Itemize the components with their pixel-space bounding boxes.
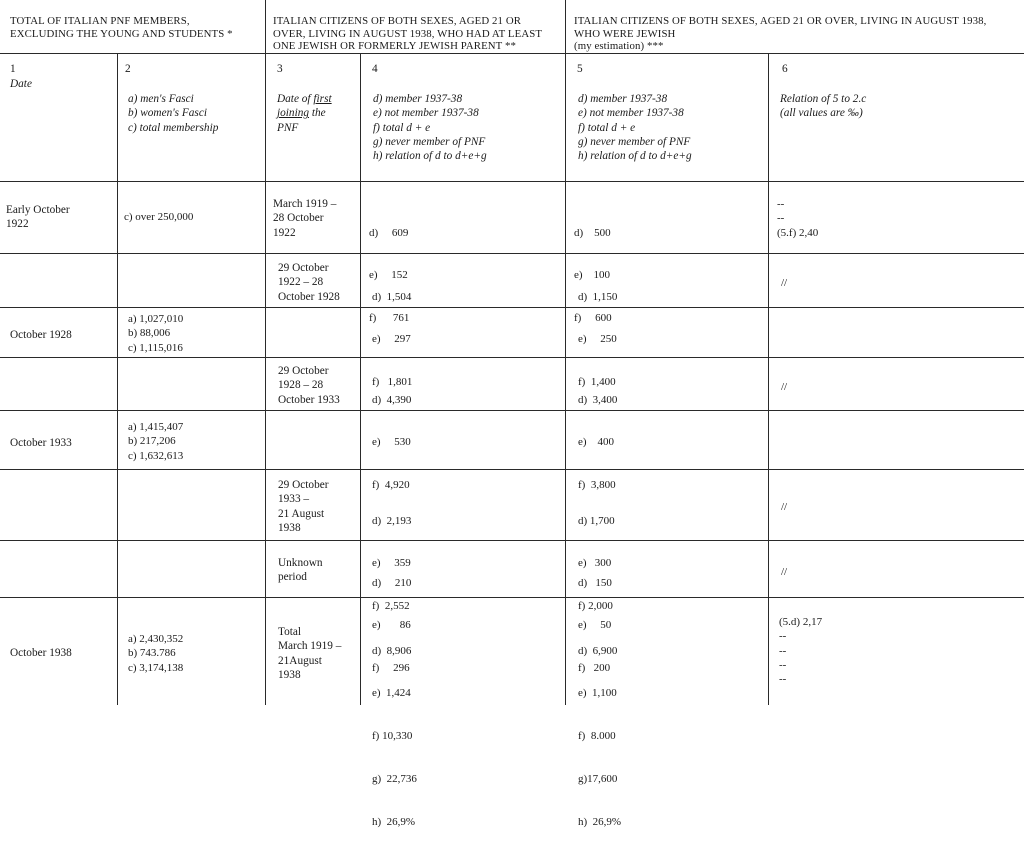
cell-line: March 1919 – <box>273 198 337 210</box>
cell-line: f) 10,330 <box>372 730 413 743</box>
cell-line: (5.d) 2,17 <box>779 616 823 628</box>
cell-line: 21 August <box>278 507 325 520</box>
rule-row-6 <box>0 540 1024 541</box>
rule-col-2-3 <box>265 0 266 705</box>
rule-row-7 <box>0 597 1024 598</box>
legend-line: a) men's Fasci <box>128 93 194 105</box>
column-number-6: 6 <box>782 63 788 75</box>
cell-line: Total <box>278 626 302 638</box>
cell-line: e) 300 <box>578 557 612 570</box>
cell-line: f) 3,800 <box>578 479 616 492</box>
cell-line: October 1928 <box>278 290 340 303</box>
legend-col-3 <box>277 92 332 135</box>
header-line: TOTAL OF ITALIAN PNF MEMBERS, <box>10 15 190 27</box>
legend-line: PNF <box>277 121 299 134</box>
column-number-1: 1 <box>10 63 16 75</box>
legend-line: Relation of 5 to 2.c <box>780 93 867 105</box>
legend-text: Date of <box>277 93 314 105</box>
cell-line: 1933 – <box>278 493 310 506</box>
cell-line: 1928 – 28 <box>278 379 324 392</box>
cell-line: b) 217,206 <box>128 435 176 448</box>
rule-row-2 <box>0 307 1024 308</box>
legend-col-2 <box>128 92 218 135</box>
cell-line: e) 1,100 <box>578 687 617 700</box>
legend-line: h) relation of d to d+e+g <box>373 150 487 163</box>
row-7-relation: // <box>781 566 788 578</box>
header-line: OVER, LIVING IN AUGUST 1938, WHO HAD AT LEAST <box>273 27 543 40</box>
cell-line: d) 1,700 <box>578 514 615 527</box>
cell-line: -- <box>779 630 787 643</box>
cell-line: 29 October <box>278 365 329 377</box>
column-number-3: 3 <box>277 63 283 75</box>
cell-line: e) 297 <box>372 333 411 346</box>
cell-line: f) 761 <box>369 312 410 325</box>
cell-line: d) 1,504 <box>372 290 412 303</box>
cell-line: e) 50 <box>578 619 612 632</box>
cell-line: a) 1,027,010 <box>128 313 184 325</box>
header-line: WHO WERE JEWISH <box>574 27 676 40</box>
cell-line: g) 22,736 <box>372 773 417 786</box>
cell-line: f) 1,400 <box>578 376 616 389</box>
cell-line: -- <box>779 673 787 686</box>
cell-line: f) 8.000 <box>578 730 616 743</box>
cell-line: h) 26,9% <box>578 816 622 829</box>
cell-line: a) 1,415,407 <box>128 421 184 433</box>
cell-line: -- <box>779 644 787 657</box>
cell-line: e) 100 <box>574 269 611 282</box>
rule-header-bottom <box>0 53 1024 54</box>
rule-col-3-4 <box>360 53 361 705</box>
legend-line: g) never member of PNF <box>578 135 691 148</box>
cell-line: e) 359 <box>372 557 411 570</box>
header-line: (my estimation) *** <box>574 40 664 53</box>
cell-line: d) 500 <box>574 226 611 239</box>
row-5-date: October 1933 <box>10 437 72 449</box>
row-8-jewish-estimate <box>578 615 621 858</box>
cell-line: October 1933 <box>278 393 340 406</box>
row-3-date: October 1928 <box>10 329 72 341</box>
rule-col-4-5 <box>565 0 566 705</box>
legend-line: h) relation of d to d+e+g <box>578 150 692 163</box>
cell-line: March 1919 – <box>278 640 342 653</box>
cell-line: 1922 <box>273 226 296 239</box>
cell-line: f) 2,000 <box>578 600 613 613</box>
row-6-joining-date <box>278 478 329 535</box>
cell-line: f) 200 <box>578 662 611 675</box>
column-number-5: 5 <box>577 63 583 75</box>
legend-line: g) never member of PNF <box>373 135 486 148</box>
cell-line: d) 2,193 <box>372 514 412 527</box>
header-pnf-members <box>10 15 233 40</box>
cell-line: 1922 – 28 <box>278 276 324 289</box>
cell-line: 28 October <box>273 212 324 225</box>
cell-line: f) 296 <box>372 662 410 675</box>
header-jewish-parent <box>273 15 542 53</box>
cell-line: e) 86 <box>372 619 411 632</box>
cell-line: d) 4,390 <box>372 393 412 406</box>
legend-line: d) member 1937-38 <box>373 93 463 105</box>
row-4-relation: // <box>781 381 788 393</box>
cell-line: a) 2,430,352 <box>128 633 184 645</box>
legend-text: the <box>309 107 326 120</box>
rule-row-3 <box>0 357 1024 358</box>
legend-text-underlined: joining <box>277 107 310 120</box>
legend-line: c) total membership <box>128 121 219 134</box>
legend-col-5 <box>578 92 692 163</box>
row-8-jewish-parent <box>372 615 417 858</box>
rule-legend-bottom <box>0 181 1024 182</box>
row-1-joining-date <box>273 197 336 240</box>
legend-line: b) women's Fasci <box>128 107 207 120</box>
cell-line: 1938 <box>278 668 301 681</box>
row-8-joining-date <box>278 625 341 682</box>
row-5-membership <box>128 420 183 463</box>
cell-line: g)17,600 <box>578 773 618 786</box>
cell-line: -- <box>777 212 785 225</box>
cell-line: c) 1,115,016 <box>128 341 183 354</box>
row-8-membership <box>128 632 183 675</box>
legend-line: f) total d + e <box>578 121 636 134</box>
cell-line: 1938 <box>278 521 301 534</box>
cell-line: h) 26,9% <box>372 816 416 829</box>
cell-line: Early October <box>6 204 70 216</box>
row-1-date <box>6 203 70 232</box>
row-3-membership <box>128 312 183 355</box>
row-1-relation <box>777 197 818 240</box>
cell-line: e) 250 <box>578 333 617 346</box>
column-number-4: 4 <box>372 63 378 75</box>
row-4-joining-date <box>278 364 340 407</box>
cell-line: 29 October <box>278 479 329 491</box>
cell-line: e) 152 <box>369 269 408 282</box>
cell-line: d) 6,900 <box>578 644 618 657</box>
cell-line: d) 8,906 <box>372 644 412 657</box>
legend-col-4 <box>373 92 487 163</box>
cell-line: -- <box>779 658 787 671</box>
cell-line: 21August <box>278 654 322 667</box>
cell-line: Unknown <box>278 557 323 569</box>
row-6-relation: // <box>781 501 788 513</box>
cell-line: f) 1,801 <box>372 376 413 389</box>
legend-line: d) member 1937-38 <box>578 93 668 105</box>
cell-line: d) 1,150 <box>578 290 618 303</box>
cell-line: d) 609 <box>369 226 409 239</box>
row-2-joining-date <box>278 261 340 304</box>
cell-line: d) 3,400 <box>578 393 618 406</box>
header-line: ONE JEWISH OR FORMERLY JEWISH PARENT ** <box>273 40 516 53</box>
legend-line: e) not member 1937-38 <box>578 107 684 120</box>
legend-line: e) not member 1937-38 <box>373 107 479 120</box>
rule-col-5-6 <box>768 53 769 705</box>
cell-line: e) 530 <box>372 436 411 449</box>
cell-line: f) 4,920 <box>372 479 410 492</box>
header-line: EXCLUDING THE YOUNG AND STUDENTS * <box>10 27 233 40</box>
cell-line: period <box>278 571 307 584</box>
rule-row-1 <box>0 253 1024 254</box>
header-line: ITALIAN CITIZENS OF BOTH SEXES, AGED 21 OR <box>273 15 522 27</box>
cell-line: f) 2,552 <box>372 600 410 613</box>
cell-line: b) 88,006 <box>128 327 171 340</box>
header-line: ITALIAN CITIZENS OF BOTH SEXES, AGED 21 OR OVER, LIVING IN AUGUST 1938, <box>574 15 987 27</box>
cell-line: e) 400 <box>578 436 615 449</box>
cell-line: (5.f) 2,40 <box>777 226 819 239</box>
cell-line: 29 October <box>278 262 329 274</box>
rule-row-4 <box>0 410 1024 411</box>
cell-line: f) 600 <box>574 312 612 325</box>
cell-line: 1922 <box>6 218 29 231</box>
legend-text-underlined: first <box>313 93 332 105</box>
cell-line: -- <box>777 198 785 210</box>
legend-line: f) total d + e <box>373 121 431 134</box>
legend-date: Date <box>10 78 32 90</box>
legend-line: (all values are ‰) <box>780 107 863 120</box>
cell-line: d) 150 <box>578 576 612 589</box>
cell-line: c) 3,174,138 <box>128 661 184 674</box>
cell-line: c) 1,632,613 <box>128 449 184 462</box>
rule-col-1-2 <box>117 53 118 705</box>
row-8-relation <box>779 615 822 686</box>
column-number-2: 2 <box>125 63 131 75</box>
cell-line: b) 743.786 <box>128 647 176 660</box>
cell-line: d) 210 <box>372 576 412 589</box>
row-8-date: October 1938 <box>10 647 72 659</box>
cell-line: e) 1,424 <box>372 687 411 700</box>
legend-col-6 <box>780 92 866 121</box>
row-2-relation: // <box>781 277 788 289</box>
row-1-membership: c) over 250,000 <box>124 211 194 223</box>
rule-row-5 <box>0 469 1024 470</box>
header-jewish-estimation <box>574 15 986 53</box>
row-7-joining-date <box>278 556 323 585</box>
